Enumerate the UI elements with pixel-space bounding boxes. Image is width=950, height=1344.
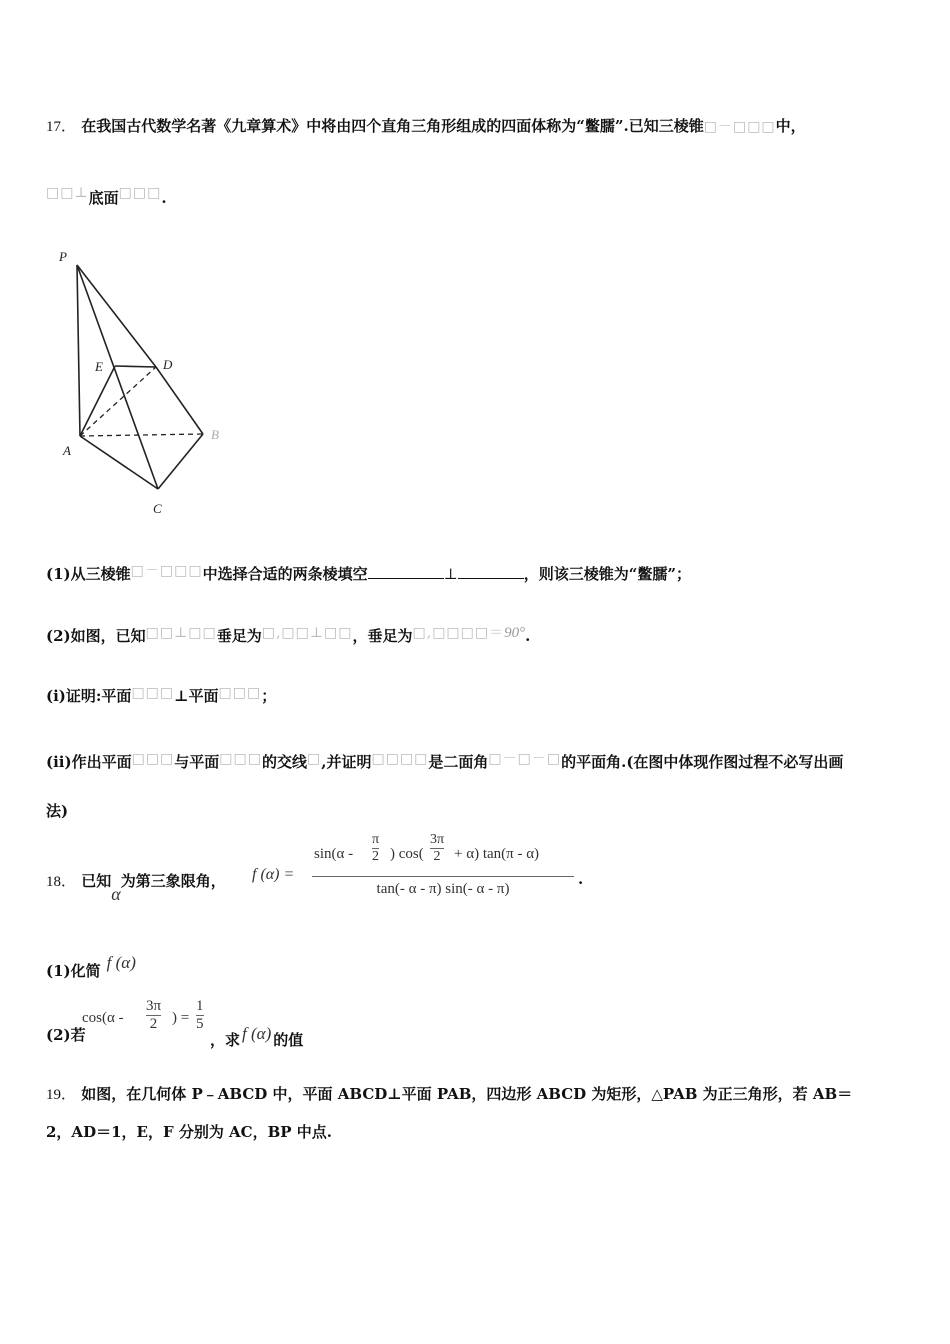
label-A: A bbox=[63, 443, 71, 458]
edge-ED bbox=[115, 366, 156, 367]
q17-i-placeholder-1: □□□ bbox=[131, 685, 175, 701]
q18-p2-end: 的值 bbox=[273, 1031, 304, 1049]
q18-numerator bbox=[312, 830, 574, 876]
q19-text-line1: 如图，在几何体 P﹣ABCD 中，平面 ABCD⊥平面 PAB，四边形 ABCD 为矩形，△PAB 为正三角形，若 AB＝ bbox=[81, 1085, 853, 1103]
q17-sub-i bbox=[46, 685, 276, 706]
q18-p2-eq: ) = bbox=[172, 1010, 190, 1026]
label-C: C bbox=[153, 501, 162, 516]
q17-intro: 在我国古代数学名著《九章算术》中将由四个直角三角形组成的四面体称为“鳖臑”.已知三棱锥 bbox=[81, 117, 704, 135]
q17-part1-end: ，则该三棱锥为“鳖臑”； bbox=[523, 565, 691, 583]
label-P: P bbox=[59, 249, 67, 264]
q18-quadrant: 为第三象限角， bbox=[120, 872, 226, 890]
q17-cond-label: 底面 bbox=[88, 189, 119, 207]
q18-number: 18． bbox=[46, 874, 77, 890]
q17-i-label: (i)证明:平面 bbox=[46, 687, 132, 705]
q17-part1-placeholder: □－□□□ bbox=[130, 563, 203, 579]
q18-num-frac1-top: π bbox=[372, 832, 380, 847]
edge-PA bbox=[77, 265, 80, 436]
q18-num-frac2-bot: 2 bbox=[430, 848, 444, 865]
q17-ii-label: (ii)作出平面 bbox=[46, 753, 132, 771]
q18-p2-frac1-top: 3π bbox=[146, 998, 162, 1014]
edge-AC bbox=[80, 436, 158, 489]
q17-part1-text: 中选择合适的两条棱填空 bbox=[202, 565, 368, 583]
q17-ii-text3: ,并证明 bbox=[321, 753, 372, 771]
edge-PC bbox=[77, 265, 158, 489]
q18-p2-cos: cos(α - bbox=[82, 1010, 124, 1026]
q19-number: 19． bbox=[46, 1087, 77, 1103]
q18-end: . bbox=[578, 870, 584, 888]
answer-blank-1[interactable] bbox=[368, 566, 444, 579]
q17-cond-placeholder: □□⊥ bbox=[46, 185, 89, 201]
q18-p2-frac2 bbox=[196, 998, 204, 1033]
q18-num-tail: + α) tan(π - α) bbox=[454, 846, 540, 862]
q18-f-label: f (α) = bbox=[252, 866, 295, 883]
q18-p2-frac1 bbox=[146, 998, 161, 1033]
q18-num-frac2 bbox=[430, 832, 444, 865]
q18-num-frac1 bbox=[372, 832, 379, 865]
q18-part1 bbox=[46, 953, 136, 981]
q18-part2 bbox=[46, 1024, 86, 1045]
q17-part2-foot2: ，垂足为 bbox=[352, 627, 413, 645]
edge-DB bbox=[156, 367, 203, 434]
q17-part2-placeholder-1: □□⊥□□ bbox=[145, 625, 217, 641]
q18-given: 已知 bbox=[81, 872, 112, 890]
q17-i-perp: ⊥平面 bbox=[174, 687, 219, 705]
q17-line1 bbox=[46, 115, 806, 136]
q17-ii-cont: 法) bbox=[46, 802, 69, 820]
q17-ii-text4: 是二面角 bbox=[428, 753, 489, 771]
q18-p2-label: (2)若 bbox=[46, 1026, 86, 1044]
q19-line1 bbox=[46, 1083, 852, 1104]
q17-part1-perp: ⊥ bbox=[443, 565, 458, 583]
edge-AE bbox=[80, 366, 115, 436]
q18-p2-f: f (α) bbox=[242, 1024, 272, 1043]
q17-cond-placeholder-2: □□□ bbox=[118, 185, 162, 201]
q17-number: 17． bbox=[46, 119, 77, 135]
tetrahedron-figure bbox=[55, 245, 235, 520]
q17-line2 bbox=[46, 185, 167, 208]
q17-placeholder-1: □－□□□ bbox=[703, 119, 776, 135]
q17-ii-placeholder-2: □□□ bbox=[219, 751, 262, 767]
q18-p2-ask: ，求 bbox=[210, 1031, 241, 1049]
q17-cond-end: . bbox=[161, 189, 167, 207]
q17-ii-text5: 的平面角.(在图中体现作图过程不必写出画 bbox=[561, 753, 844, 771]
q17-ii-placeholder-1: □□□ bbox=[131, 751, 175, 767]
label-E: E bbox=[95, 359, 103, 374]
q17-part2-label: (2)如图，已知 bbox=[46, 627, 146, 645]
q17-i-end: ； bbox=[261, 687, 277, 705]
q19-line2 bbox=[46, 1121, 332, 1142]
q18-fraction bbox=[312, 830, 574, 898]
answer-blank-2[interactable] bbox=[458, 566, 524, 579]
q17-intro-end: 中， bbox=[775, 117, 806, 135]
q18-denominator: tan(- α - π) sin(- α - π) bbox=[376, 881, 510, 897]
q18-line1 bbox=[46, 870, 226, 905]
q18-p1-f: f (α) bbox=[106, 953, 136, 972]
q17-sub-ii bbox=[46, 748, 843, 772]
q17-ii-placeholder-3: □ bbox=[307, 751, 322, 767]
q17-i-placeholder-2: □□□ bbox=[218, 685, 262, 701]
q17-part2 bbox=[46, 622, 530, 646]
q17-ii-text1: 与平面 bbox=[174, 753, 220, 771]
q18-p2-frac2-top: 1 bbox=[196, 998, 204, 1014]
q18-p2-tail bbox=[210, 1024, 303, 1050]
q17-sub-ii-continued bbox=[46, 800, 68, 821]
q17-part1-label: (1)从三棱锥 bbox=[46, 565, 131, 583]
q18-p1-label: (1)化简 bbox=[46, 962, 101, 980]
q18-num-sin: sin(α - bbox=[314, 846, 354, 862]
q18-num-frac1-bot: 2 bbox=[372, 849, 380, 864]
q17-part1 bbox=[46, 560, 691, 584]
q17-part2-placeholder-3: □,□□□□＝ bbox=[412, 625, 505, 641]
q17-ii-placeholder-5: □－□－□ bbox=[488, 751, 562, 767]
q17-part2-foot: 垂足为 bbox=[216, 627, 262, 645]
q19-text-line2: 2，AD＝1，E，F 分别为 AC，BP 中点. bbox=[46, 1123, 333, 1141]
edge-PD bbox=[77, 265, 156, 367]
edge-CB bbox=[158, 434, 203, 489]
q17-part2-end: . bbox=[525, 627, 531, 645]
q17-ii-text2: 的交线 bbox=[261, 753, 307, 771]
q18-p2-frac1-bot: 2 bbox=[146, 1015, 161, 1033]
q17-part2-placeholder-2: □,□□⊥□□ bbox=[261, 625, 353, 641]
label-B: B bbox=[211, 427, 219, 442]
q18-p2-frac2-bot: 5 bbox=[196, 1016, 204, 1032]
q17-part2-degree: 90° bbox=[504, 625, 526, 641]
q18-num-frac2-top: 3π bbox=[430, 832, 445, 847]
q18-num-cos: ) cos( bbox=[390, 846, 424, 862]
edge-AB-hidden bbox=[80, 434, 203, 436]
q17-ii-placeholder-4: □□□□ bbox=[371, 751, 429, 767]
q18-alpha: α bbox=[111, 884, 121, 904]
label-D: D bbox=[163, 357, 173, 372]
